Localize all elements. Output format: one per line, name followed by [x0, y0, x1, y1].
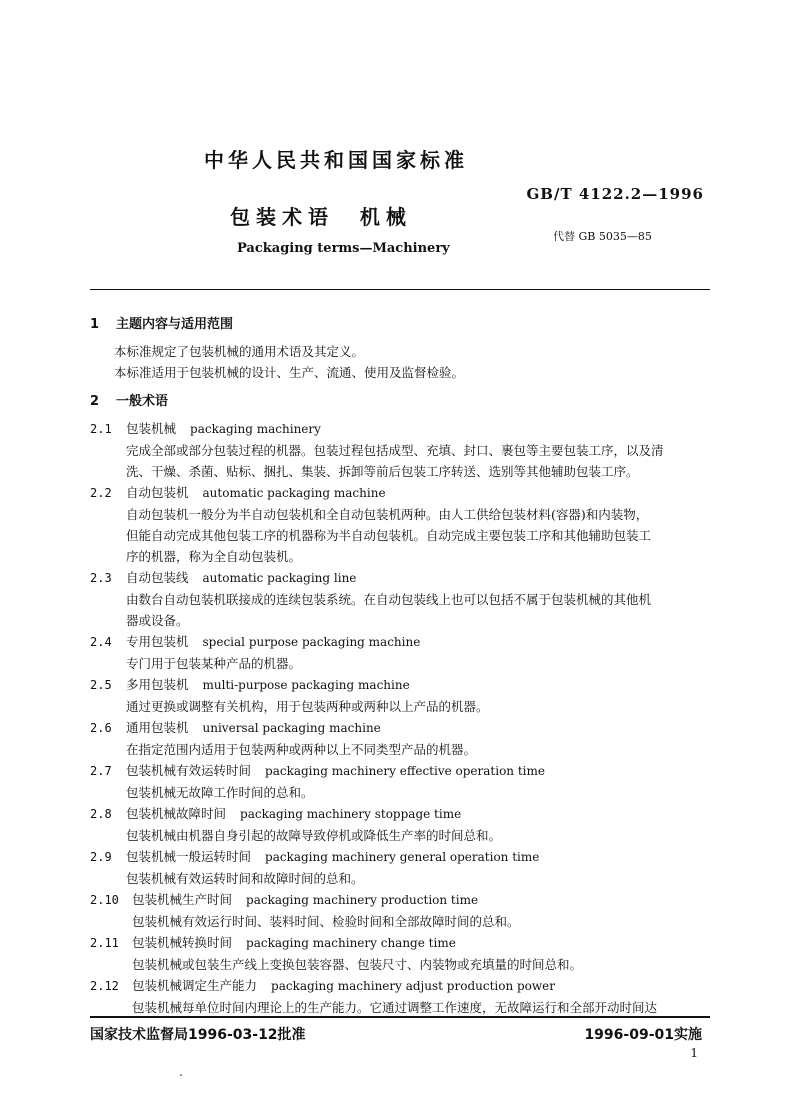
approval-note: 国家技术监督局1996-03-12批准: [90, 1027, 306, 1043]
term-name: 通用包装机: [126, 720, 189, 735]
term-entry: [90, 631, 712, 674]
term-definition: 包装机械由机器自身引起的故障导致停机或降低生产率的时间总和。: [126, 828, 502, 843]
term-english: automatic packaging machine: [202, 486, 386, 500]
section-1: [90, 314, 712, 383]
term-name: 包装机械一般运转时间: [126, 849, 252, 864]
paragraph: 本标准适用于包装机械的设计、生产、流通、使用及监督检验。: [114, 365, 465, 380]
term-number: 2.2: [90, 486, 112, 500]
term-entry: [90, 846, 712, 889]
replaces-note: 代替 GB 5035—85: [553, 230, 652, 243]
term-entry: [90, 482, 712, 567]
term-heading: [90, 674, 712, 696]
term-definition: 专门用于包装某种产品的机器。: [126, 656, 302, 671]
term-heading: [90, 889, 712, 911]
term-definition: 自动包装机一般分为半自动包装机和全自动包装机两种。由人工供给包装材料(容器)和内装物，: [126, 507, 649, 522]
term-heading: [90, 631, 712, 653]
term-english: universal packaging machine: [202, 721, 381, 735]
term-number: 2.8: [90, 807, 112, 821]
term-english: packaging machinery: [190, 422, 321, 436]
bottom-rule: [90, 1016, 710, 1018]
term-english: packaging machinery change time: [246, 936, 456, 950]
term-english: packaging machinery effective operation time: [265, 764, 545, 778]
term-name: 多用包装机: [126, 677, 189, 692]
term-definition: 器或设备。: [126, 613, 189, 628]
document-body: [90, 314, 712, 1018]
term-number: 2.6: [90, 721, 112, 735]
standard-number: GB/T 4122.2—1996: [526, 185, 704, 203]
term-definition: 完成全部或部分包装过程的机器。包装过程包括成型、充填、封口、裹包等主要包装工序，以及清: [126, 443, 664, 458]
term-heading: [90, 803, 712, 825]
term-heading: [90, 975, 712, 997]
term-definition: 包装机械有效运行时间、装料时间、检验时间和全部故障时间的总和。: [132, 914, 520, 929]
paragraph: 本标准规定了包装机械的通用术语及其定义。: [114, 344, 365, 359]
term-heading: [90, 932, 712, 954]
term-entry: [90, 975, 712, 1018]
term-definition: 由数台自动包装机联接成的连续包装系统。在自动包装线上也可以包括不属于包装机械的其他机: [126, 592, 652, 607]
term-definition: 包装机械有效运转时间和故障时间的总和。: [126, 871, 364, 886]
term-english: multi-purpose packaging machine: [202, 678, 410, 692]
term-definition: 包装机械或包装生产线上变换包装容器、包装尺寸、内装物或充填量的时间总和。: [132, 957, 583, 972]
term-english: packaging machinery general operation time: [265, 850, 540, 864]
term-list: [90, 418, 712, 1018]
term-entry: [90, 932, 712, 975]
term-entry: [90, 418, 712, 482]
term-heading: [90, 846, 712, 868]
implementation-date: 1996-09-01实施: [584, 1027, 702, 1043]
section-2: [90, 391, 712, 1018]
term-entry: [90, 803, 712, 846]
term-number: 2.5: [90, 678, 112, 692]
term-number: 2.10: [90, 893, 119, 907]
term-name: 包装机械: [126, 421, 177, 436]
term-definition: 包装机械每单位时间内理论上的生产能力。它通过调整工作速度，无故障运行和全部开动时间达: [132, 1000, 658, 1015]
term-number: 2.3: [90, 571, 112, 585]
term-number: 2.7: [90, 764, 112, 778]
term-entry: [90, 717, 712, 760]
section-heading: 2 一般术语: [90, 394, 169, 409]
term-heading: [90, 418, 712, 440]
term-entry: [90, 567, 712, 631]
term-entry: [90, 674, 712, 717]
term-english: packaging machinery adjust production power: [271, 979, 556, 993]
document-title-cn: 包装术语 机械: [230, 205, 412, 229]
section-heading: 1 主题内容与适用范围: [90, 317, 234, 332]
term-heading: [90, 760, 712, 782]
term-name: 包装机械转换时间: [132, 935, 233, 950]
term-number: 2.1: [90, 422, 112, 436]
document-title-en: Packaging terms—Machinery: [237, 241, 450, 256]
term-entry: [90, 889, 712, 932]
term-name: 专用包装机: [126, 634, 189, 649]
term-english: packaging machinery stoppage time: [240, 807, 462, 821]
term-heading: [90, 482, 712, 504]
term-name: 自动包装机: [126, 485, 189, 500]
term-name: 包装机械生产时间: [132, 892, 233, 907]
term-number: 2.4: [90, 635, 112, 649]
term-name: 包装机械调定生产能力: [132, 978, 258, 993]
term-name: 包装机械有效运转时间: [126, 763, 252, 778]
term-definition: 但能自动完成其他包装工序的机器称为半自动包装机。自动完成主要包装工序和其他辅助包装工: [126, 528, 652, 543]
term-number: 2.11: [90, 936, 119, 950]
page-number: 1: [690, 1046, 698, 1060]
term-definition: 在指定范围内适用于包装两种或两种以上不同类型产品的机器。: [126, 742, 477, 757]
term-english: special purpose packaging machine: [202, 635, 421, 649]
term-entry: [90, 760, 712, 803]
term-english: automatic packaging line: [202, 571, 357, 585]
term-name: 包装机械故障时间: [126, 806, 227, 821]
term-definition: 洗、干燥、杀菌、贴标、捆扎、集装、拆卸等前后包装工序转送、选别等其他辅助包装工序。: [126, 464, 639, 479]
term-english: packaging machinery production time: [246, 893, 479, 907]
term-definition: 包装机械无故障工作时间的总和。: [126, 785, 314, 800]
national-standard-heading: 中华人民共和国国家标准: [204, 148, 468, 172]
term-number: 2.12: [90, 979, 119, 993]
term-number: 2.9: [90, 850, 112, 864]
top-rule: [90, 289, 710, 290]
term-definition: 通过更换或调整有关机构，用于包装两种或两种以上产品的机器。: [126, 699, 489, 714]
term-heading: [90, 567, 712, 589]
term-definition: 序的机器，称为全自动包装机。: [126, 549, 302, 564]
term-heading: [90, 717, 712, 739]
term-name: 自动包装线: [126, 570, 189, 585]
